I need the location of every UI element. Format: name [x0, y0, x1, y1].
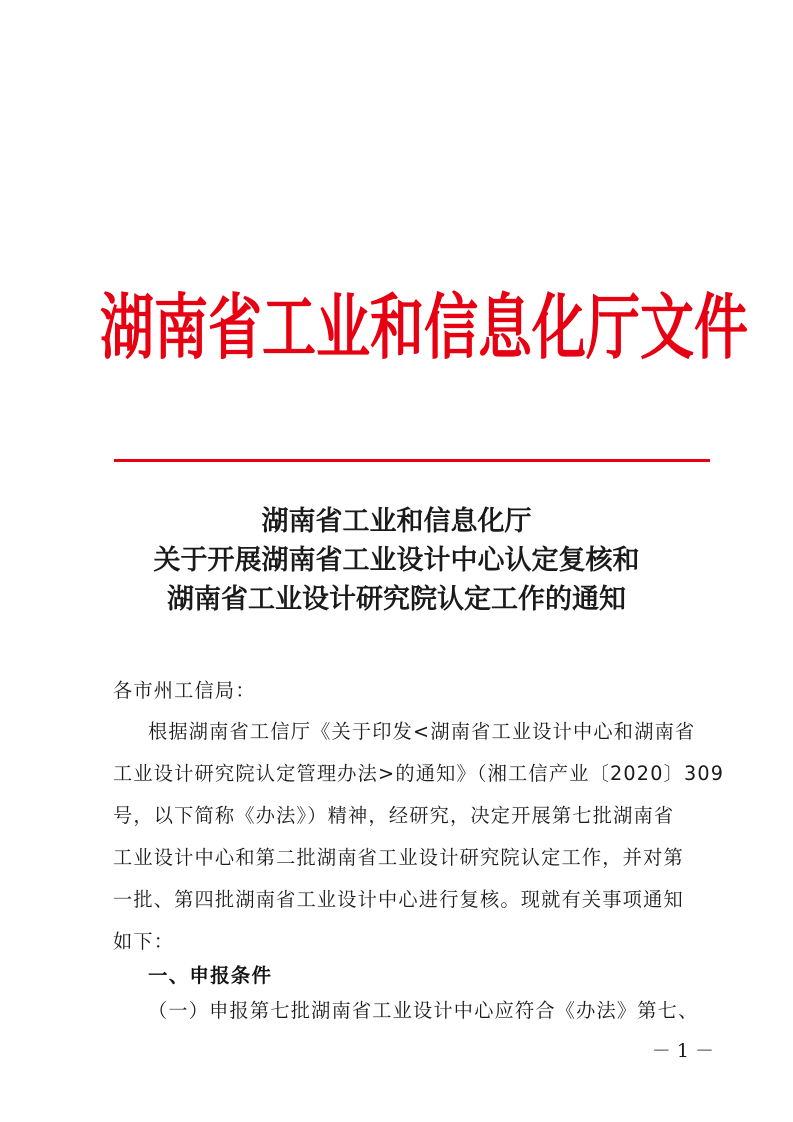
title-line-1: 湖南省工业和信息化厅	[261, 506, 532, 537]
masthead-char: 件	[694, 284, 748, 370]
masthead-char: 和	[370, 284, 424, 370]
body-line-4: 工业设计中心和第二批湖南省工业设计研究院认定工作，并对第	[113, 846, 684, 869]
masthead-char: 文	[640, 284, 694, 370]
salutation: 各市州工信局：	[113, 679, 256, 702]
title-line-3: 湖南省工业设计研究院认定工作的通知	[167, 584, 626, 615]
clause-line: （一）申报第七批湖南省工业设计中心应符合《办法》第七、	[148, 999, 699, 1022]
masthead-char: 湖	[100, 284, 154, 370]
masthead-char: 化	[532, 284, 586, 370]
masthead-char: 厅	[586, 284, 640, 370]
body-line-5: 一批、第四批湖南省工业设计中心进行复核。现就有关事项通知	[113, 888, 684, 911]
masthead-char: 息	[478, 284, 532, 370]
page-number: － 1 －	[651, 1040, 714, 1062]
red-separator-line	[114, 459, 710, 462]
body-line-6: 如下：	[113, 930, 175, 953]
body-line-1: 根据湖南省工信厅《关于印发<湖南省工业设计中心和湖南省	[148, 720, 696, 743]
masthead-char: 工	[262, 284, 316, 370]
masthead-char: 南	[154, 284, 208, 370]
body-line-3: 号，以下简称《办法》）精神，经研究，决定开展第七批湖南省	[113, 804, 675, 827]
masthead-char: 信	[424, 284, 478, 370]
title-line-2: 关于开展湖南省工业设计中心认定复核和	[153, 545, 640, 576]
document-masthead	[100, 268, 748, 387]
masthead-char: 省	[208, 284, 262, 370]
document-title	[90, 502, 703, 619]
masthead-char: 业	[316, 284, 370, 370]
body-line-2: 工业设计研究院认定管理办法>的通知》（湘工信产业〔2020〕309	[113, 762, 725, 785]
section-heading: 一、申报条件	[148, 964, 273, 987]
